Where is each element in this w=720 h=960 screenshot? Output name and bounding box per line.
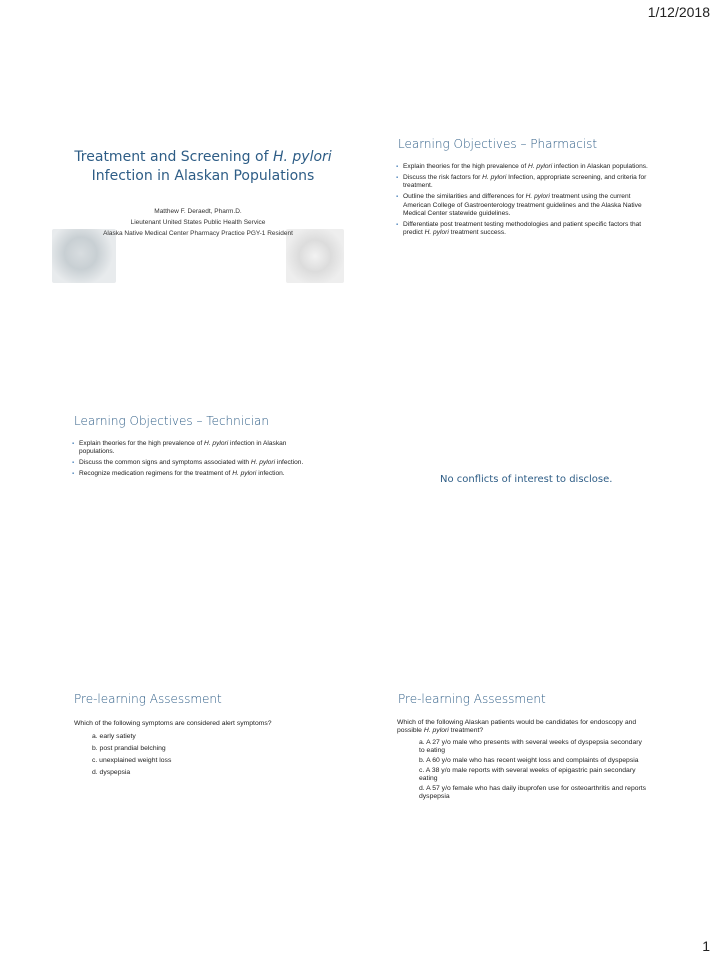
bacteria-image-right xyxy=(286,229,344,283)
author-name: Matthew F. Deraedt, Pharm.D. xyxy=(154,208,242,215)
list-item: ▪ Explain theories for the high prevalence of H. pylori infection in Alaskan populations. xyxy=(396,163,648,171)
slide-title-assessment-2: Pre-learning Assessment xyxy=(398,692,546,706)
title-part: Treatment and Screening of xyxy=(74,149,273,165)
technician-objectives-list xyxy=(72,440,322,481)
presentation-title xyxy=(60,148,346,186)
assessment-options-2 xyxy=(419,739,649,803)
list-item: ▪ Outline the similarities and differences for H. pylori treatment using the current American College of Gastroenterology treatment guidelines and the Alaska Native Medical Center statewide guidelines. xyxy=(396,193,648,218)
list-item: ▪ Differentiate post treatment testing methodologies and patient specific factors that predict H. pylori treatment success. xyxy=(396,221,648,238)
author-program: Alaska Native Medical Center Pharmacy Practice PGY-1 Resident xyxy=(103,230,293,237)
no-conflicts-statement: No conflicts of interest to disclose. xyxy=(440,474,613,485)
author-affiliation: Lieutenant United States Public Health Service xyxy=(130,219,266,226)
title-part: Infection in Alaskan Populations xyxy=(91,168,315,184)
pharmacist-objectives-list xyxy=(396,163,648,240)
option-item: b. A 60 y/o male who has recent weight loss and complaints of dyspepsia xyxy=(419,757,639,764)
option-item: b. post prandial belching xyxy=(92,745,166,752)
list-item: ▪ Explain theories for the high prevalence of H. pylori infection in Alaskan populations. xyxy=(72,440,322,457)
slide-title-pharmacist: Learning Objectives – Pharmacist xyxy=(398,137,598,151)
list-item: ▪ Discuss the risk factors for H. pylori Infection, appropriate screening, and criteria for treatment. xyxy=(396,174,648,191)
page-number: 1 xyxy=(702,938,710,954)
option-item: c. A 38 y/o male reports with several weeks of epigastric pain secondary eating xyxy=(419,767,636,782)
option-item: d. dyspepsia xyxy=(92,769,131,776)
assessment-options-1 xyxy=(92,733,322,781)
option-item: a. early satiety xyxy=(92,733,136,740)
option-item: d. A 57 y/o female who has daily ibuprofen use for osteoarthritis and reports dyspepsia xyxy=(419,785,647,800)
option-item: c. unexplained weight loss xyxy=(92,757,172,764)
bacteria-image-left xyxy=(52,229,116,283)
list-item: ▪ Recognize medication regimens for the treatment of H. pylori infection. xyxy=(72,470,322,478)
date-stamp: 1/12/2018 xyxy=(647,4,710,20)
title-part-italic: H. pylori xyxy=(272,149,332,165)
option-item: a. A 27 y/o male who presents with several weeks of dyspepsia secondary to eating xyxy=(419,739,642,754)
list-item: ▪ Discuss the common signs and symptoms associated with H. pylori infection. xyxy=(72,459,322,467)
assessment-question-1: Which of the following symptoms are considered alert symptoms? xyxy=(74,720,272,727)
assessment-question-2: Which of the following Alaskan patients would be candidates for endoscopy and possible H. pylori treatment? xyxy=(397,719,637,735)
slide-title-technician: Learning Objectives – Technician xyxy=(74,414,269,428)
slide-title-assessment-1: Pre-learning Assessment xyxy=(74,692,222,706)
